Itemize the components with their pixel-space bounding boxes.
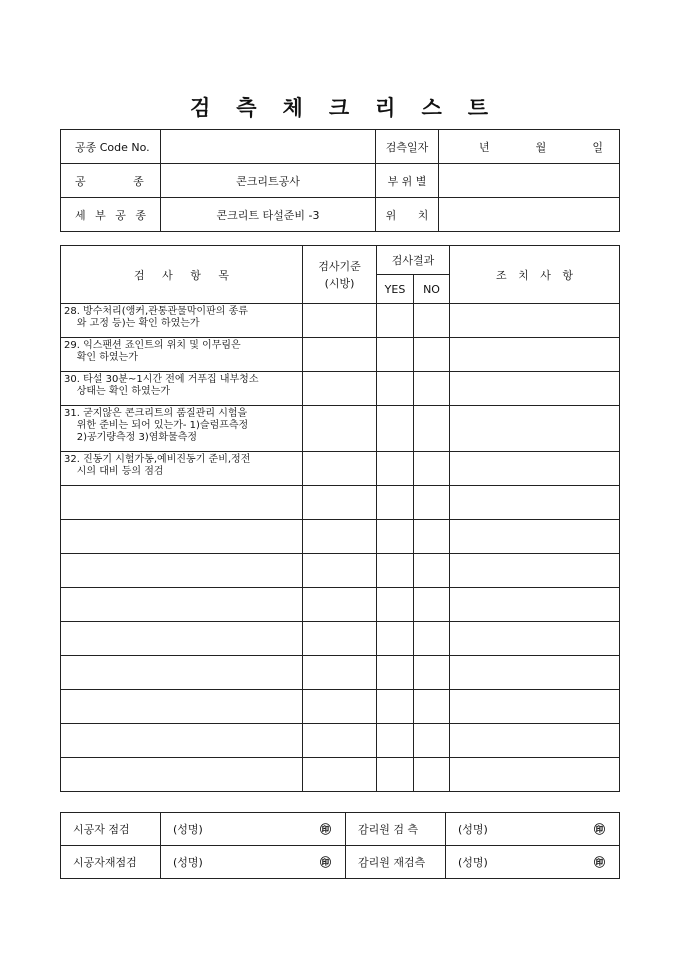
table-row [61, 406, 620, 452]
supervisor-recheck-name-field[interactable]: (성명) [446, 846, 536, 879]
action-cell[interactable] [450, 588, 620, 622]
table-row [61, 724, 620, 758]
col-action-header [450, 246, 620, 304]
signature-table [60, 812, 620, 879]
action-cell[interactable] [450, 406, 620, 452]
yes-cell[interactable] [377, 758, 414, 792]
table-row [61, 656, 620, 690]
year-label: 년 [479, 140, 490, 154]
table-row [61, 690, 620, 724]
item-cell [61, 588, 303, 622]
yes-cell[interactable] [377, 622, 414, 656]
col-standard-header: 검사기준 (시방) [303, 246, 377, 304]
action-cell[interactable] [450, 758, 620, 792]
table-row [61, 486, 620, 520]
yes-cell[interactable] [377, 304, 414, 338]
contractor-recheck-seal: ㊞ [251, 846, 346, 879]
title-char: 트 [467, 95, 491, 120]
date-label: 검측일자 [376, 130, 439, 164]
item-cell [61, 656, 303, 690]
standard-cell[interactable] [303, 554, 377, 588]
code-value[interactable] [161, 130, 376, 164]
action-cell[interactable] [450, 554, 620, 588]
item-cell [61, 520, 303, 554]
action-cell[interactable] [450, 304, 620, 338]
standard-cell[interactable] [303, 690, 377, 724]
standard-cell[interactable] [303, 452, 377, 486]
yes-cell[interactable] [377, 406, 414, 452]
standard-cell[interactable] [303, 758, 377, 792]
no-cell[interactable] [414, 486, 450, 520]
title-char: 검 [189, 95, 213, 120]
yes-cell[interactable] [377, 724, 414, 758]
item-cell [61, 486, 303, 520]
table-row [61, 372, 620, 406]
yes-cell[interactable] [377, 554, 414, 588]
yes-cell[interactable] [377, 690, 414, 724]
item-cell: 30. 타설 30분~1시간 전에 거푸집 내부청소 상태는 확인 하였는가 [61, 372, 303, 406]
day-label: 일 [592, 140, 603, 154]
standard-cell[interactable] [303, 304, 377, 338]
col-item-header [61, 246, 303, 304]
title-char: 스 [421, 95, 444, 120]
contractor-recheck-name-field[interactable]: (성명) [161, 846, 251, 879]
no-cell[interactable] [414, 690, 450, 724]
standard-cell[interactable] [303, 520, 377, 554]
action-cell[interactable] [450, 338, 620, 372]
action-cell[interactable] [450, 520, 620, 554]
item-cell: 29. 익스팬션 죠인트의 위치 및 이무림은 확인 하였는가 [61, 338, 303, 372]
item-cell [61, 690, 303, 724]
info-table [60, 129, 620, 232]
standard-cell[interactable] [303, 622, 377, 656]
table-row [61, 338, 620, 372]
item-cell: 31. 굳지않은 콘크리트의 품질관리 시험을 위한 준비는 되어 있는가- 1)슬럼프측정 2)공기량측정 3)염화물측정 [61, 406, 303, 452]
action-cell[interactable] [450, 486, 620, 520]
no-cell[interactable] [414, 554, 450, 588]
detail-label-text: 세 부 공 종 [75, 208, 146, 222]
supervisor-recheck-label: 감리원 재검측 [346, 846, 446, 879]
work-label [61, 164, 161, 198]
standard-cell[interactable] [303, 406, 377, 452]
yes-cell[interactable] [377, 520, 414, 554]
no-cell[interactable] [414, 338, 450, 372]
detail-label [61, 198, 161, 232]
table-row [61, 554, 620, 588]
contractor-recheck-label: 시공자재점검 [61, 846, 161, 879]
item-cell [61, 554, 303, 588]
title-char: 측 [236, 95, 259, 120]
col-action-text: 조 치 사 항 [496, 268, 574, 282]
yes-cell[interactable] [377, 588, 414, 622]
action-cell[interactable] [450, 452, 620, 486]
date-value[interactable] [439, 130, 620, 164]
standard-cell[interactable] [303, 372, 377, 406]
action-cell[interactable] [450, 690, 620, 724]
standard-cell[interactable] [303, 656, 377, 690]
part-value[interactable] [439, 164, 620, 198]
col-yes-header: YES [377, 275, 414, 304]
no-cell[interactable] [414, 372, 450, 406]
page-title [0, 92, 680, 122]
col-result-header: 검사결과 [377, 246, 450, 275]
table-row [61, 622, 620, 656]
standard-cell[interactable] [303, 588, 377, 622]
part-label: 부 위 별 [376, 164, 439, 198]
col-item-text: 검 사 항 목 [134, 268, 229, 282]
standard-cell[interactable] [303, 486, 377, 520]
detail-value[interactable]: 콘크리트 타설준비 -3 [161, 198, 376, 232]
action-cell[interactable] [450, 622, 620, 656]
contractor-check-label: 시공자 점검 [61, 813, 161, 846]
action-cell[interactable] [450, 656, 620, 690]
standard-cell[interactable] [303, 724, 377, 758]
item-cell [61, 724, 303, 758]
table-row [61, 588, 620, 622]
no-cell[interactable] [414, 406, 450, 452]
month-label: 월 [535, 140, 547, 154]
no-cell[interactable] [414, 452, 450, 486]
checklist-table [60, 245, 620, 792]
standard-cell[interactable] [303, 338, 377, 372]
contractor-name-field[interactable]: (성명) [161, 813, 251, 846]
action-cell[interactable] [450, 372, 620, 406]
contractor-seal: ㊞ [251, 813, 346, 846]
table-row [61, 520, 620, 554]
item-cell: 32. 진동기 시험가동,예비진동기 준비,정전 시의 대비 등의 점검 [61, 452, 303, 486]
code-label: 공종 Code No. [61, 130, 161, 164]
no-cell[interactable] [414, 588, 450, 622]
supervisor-check-label: 감리원 검 측 [346, 813, 446, 846]
title-char: 크 [328, 95, 352, 120]
supervisor-recheck-seal: ㊞ [536, 846, 620, 879]
supervisor-seal: ㊞ [536, 813, 620, 846]
table-row [61, 452, 620, 486]
yes-cell[interactable] [377, 452, 414, 486]
no-cell[interactable] [414, 520, 450, 554]
work-label-text: 공 종 [75, 174, 144, 188]
supervisor-name-field[interactable]: (성명) [446, 813, 536, 846]
action-cell[interactable] [450, 724, 620, 758]
yes-cell[interactable] [377, 486, 414, 520]
title-char: 체 [282, 95, 305, 120]
col-no-header: NO [414, 275, 450, 304]
location-label-text: 위 치 [385, 208, 429, 222]
no-cell[interactable] [414, 622, 450, 656]
table-row [61, 304, 620, 338]
yes-cell[interactable] [377, 338, 414, 372]
yes-cell[interactable] [377, 372, 414, 406]
no-cell[interactable] [414, 724, 450, 758]
no-cell[interactable] [414, 758, 450, 792]
item-cell [61, 622, 303, 656]
no-cell[interactable] [414, 304, 450, 338]
no-cell[interactable] [414, 656, 450, 690]
table-row [61, 758, 620, 792]
item-cell [61, 758, 303, 792]
location-value[interactable] [439, 198, 620, 232]
location-label [376, 198, 439, 232]
work-value[interactable]: 콘크리트공사 [161, 164, 376, 198]
title-char: 리 [375, 95, 398, 120]
item-cell: 28. 방수처리(앵커,관통관물막이판의 종류 와 고정 등)는 확인 하였는가 [61, 304, 303, 338]
yes-cell[interactable] [377, 656, 414, 690]
